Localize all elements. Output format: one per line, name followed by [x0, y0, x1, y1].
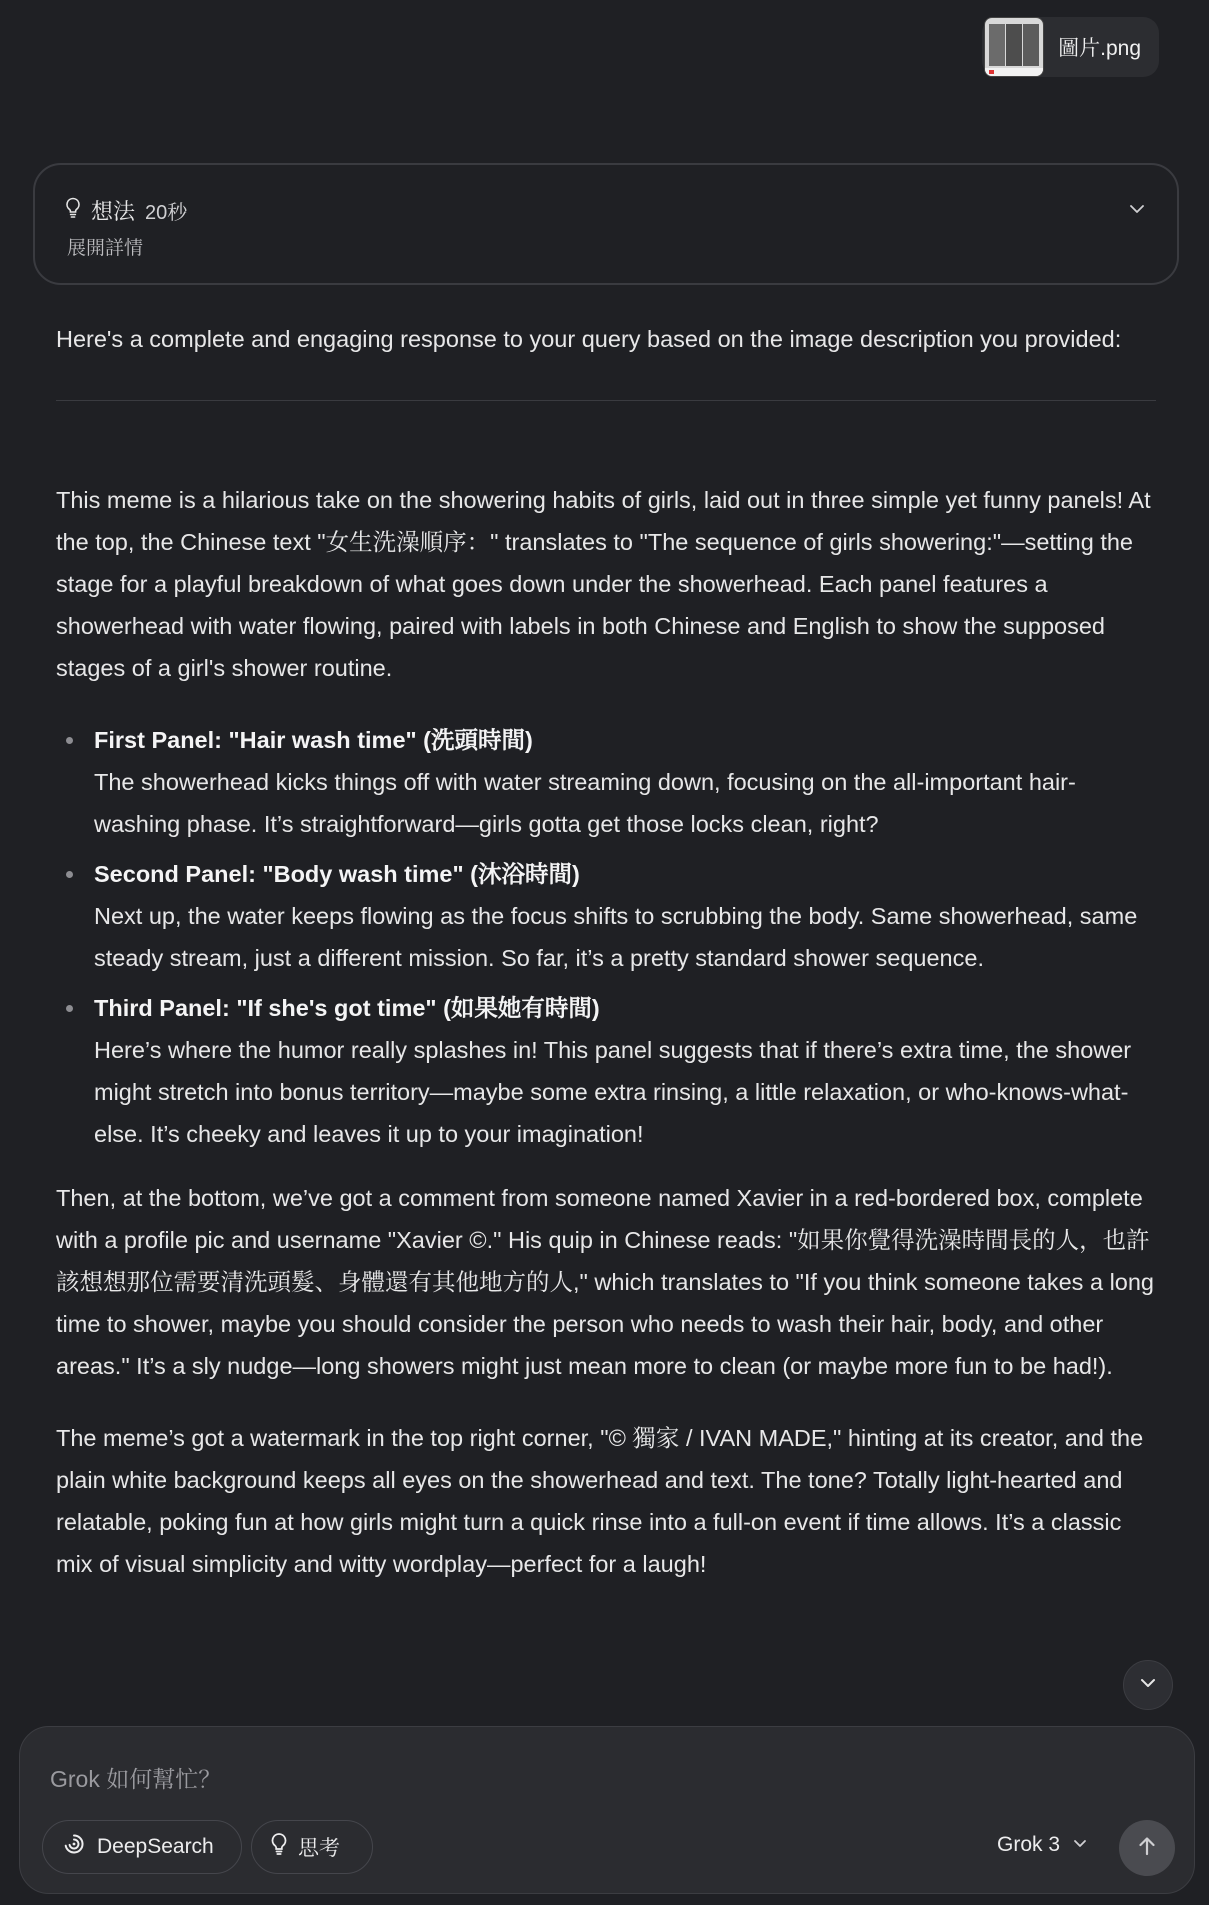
panel-text: Next up, the water keeps flowing as the focus shifts to scrubbing the body. Same showerhead, same steady stream, just a different mission. So far, it’s a pretty standard shower sequence. — [94, 903, 1138, 971]
divider — [56, 400, 1156, 401]
model-label: Grok 3 — [997, 1833, 1061, 1856]
scroll-to-bottom-button[interactable] — [1123, 1660, 1173, 1710]
thoughts-expand-text: 展開詳情 — [67, 238, 144, 259]
deepsearch-button[interactable] — [42, 1820, 242, 1874]
chevron-down-icon — [1138, 1673, 1158, 1698]
response-paragraph: This meme is a hilarious take on the showering habits of girls, laid out in three simple yet funny panels! At the top, the Chinese text "女生洗澡順序：" translates to "The sequence of girls showering:"—setting the stage for a playful breakdown of what goes down under the showerhead. Each panel features a showerhead with water flowing, paired with labels in both Chinese and English to show the supposed stages of a girl's shower routine. — [56, 487, 1151, 681]
panel-text: The showerhead kicks things off with water streaming down, focusing on the all-important hair-washing phase. It’s straightforward—girls gotta get those locks clean, right? — [94, 769, 1076, 837]
response-paragraph: The meme’s got a watermark in the top right corner, "© 獨家 / IVAN MADE," hinting at its creator, and the plain white background keeps all eyes on the showerhead and text. The tone? Totally light-hearted and relatable, poking fun at how girls might turn a quick rinse into a full-on event if time allows. It’s a classic mix of visual simplicity and witty wordplay—perfect for a laugh! — [56, 1425, 1144, 1577]
thoughts-duration: 20秒 — [145, 202, 188, 224]
response-intro: Here's a complete and engaging response to your query based on the image description you provided: — [56, 326, 1122, 352]
response-paragraph: Then, at the bottom, we’ve got a comment from someone named Xavier in a red-bordered box, complete with a profile pic and username "Xavier ©." His quip in Chinese reads: "如果你覺得洗澡時間長的人，也許該想想那位需要清洗頭髮、身體還有其他地方的人," which translates to "If you think someone takes a long time to shower, maybe you should consider the person who needs to wash their hair, body, and other areas." It’s a sly nudge—long showers might just mean more to clean (or maybe more fun to be had!). — [56, 1185, 1154, 1379]
lightbulb-icon — [270, 1832, 288, 1862]
list-item — [94, 719, 1156, 845]
panel-title: Second Panel: "Body wash time" (沐浴時間) — [94, 861, 580, 887]
lightbulb-icon — [65, 197, 81, 225]
model-selector[interactable] — [997, 1833, 1088, 1857]
panel-list — [56, 719, 1156, 1155]
composer[interactable] — [19, 1726, 1195, 1894]
arrow-up-icon — [1135, 1834, 1159, 1863]
attachment-chip[interactable] — [982, 17, 1159, 77]
thoughts-label: 想法 — [91, 199, 136, 224]
chevron-down-icon — [1072, 1833, 1088, 1857]
panel-title: Third Panel: "If she's got time" (如果她有時間) — [94, 995, 600, 1021]
panel-title: First Panel: "Hair wash time" (洗頭時間) — [94, 727, 533, 753]
list-item — [94, 987, 1156, 1155]
thoughts-panel[interactable] — [33, 163, 1179, 285]
response-body — [56, 318, 1156, 1585]
attachment-filename: 圖片.png — [1058, 37, 1141, 60]
prompt-input[interactable]: Grok 如何幫忙？ — [50, 1766, 222, 1792]
list-item — [94, 853, 1156, 979]
swirl-icon — [61, 1831, 87, 1863]
chevron-down-icon[interactable] — [1127, 199, 1147, 219]
deepsearch-label: DeepSearch — [97, 1835, 214, 1858]
panel-text: Here’s where the humor really splashes in! This panel suggests that if there’s extra time, the shower might stretch into bonus territory—maybe some extra rinsing, a little relaxation, or who-knows-what-else. It’s cheeky and leaves it up to your imagination! — [94, 1037, 1132, 1147]
think-label: 思考 — [298, 1837, 340, 1860]
attachment-thumbnail — [984, 17, 1044, 77]
send-button[interactable] — [1119, 1820, 1175, 1876]
think-button[interactable] — [251, 1820, 373, 1874]
